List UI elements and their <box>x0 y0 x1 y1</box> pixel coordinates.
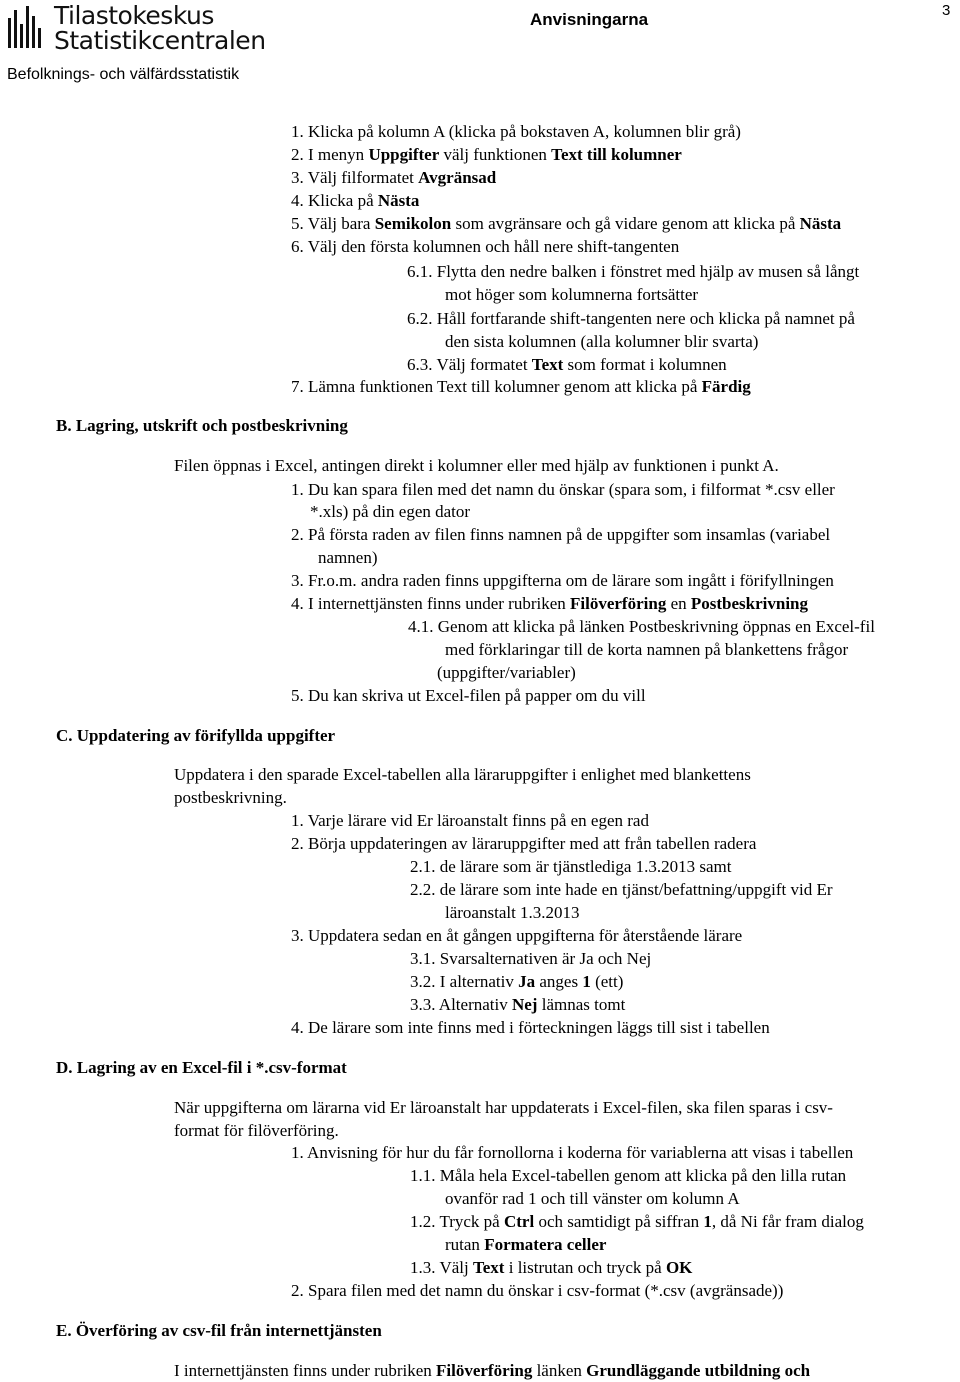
step-a2: 2. I menyn Uppgifter välj funktionen Text till kolumner <box>291 145 682 164</box>
step-a7: 7. Lämna funktionen Text till kolumner genom att klicka på Färdig <box>291 377 751 396</box>
step-a6-2: 6.2. Håll fortfarande shift-tangenten nere och klicka på namnet på <box>407 309 855 328</box>
section-d-heading: D. Lagring av en Excel-fil i *.csv-format <box>56 1058 347 1077</box>
step-c4: 4. De lärare som inte finns med i förteckningen läggs till sist i tabellen <box>291 1018 770 1037</box>
step-a3: 3. Välj filformatet Avgränsad <box>291 168 497 187</box>
step-c3-2: 3.2. I alternativ Ja anges 1 (ett) <box>410 972 624 991</box>
section-d-intro: När uppgifterna om lärarna vid Er läroanstalt har uppdaterats i Excel-filen, ska filen sparas i csv- <box>174 1098 833 1117</box>
brand-name-finnish: Tilastokeskus <box>54 1 214 30</box>
step-a6-1-cont: mot höger som kolumnerna fortsätter <box>445 285 699 304</box>
section-b-intro: Filen öppnas i Excel, antingen direkt i kolumner eller med hjälp av funktionen i punkt A. <box>174 456 779 475</box>
step-b2: 2. På första raden av filen finns namnen på de uppgifter som insamlas (variabel <box>291 525 831 544</box>
section-c-intro: Uppdatera i den sparade Excel-tabellen alla läraruppgifter i enlighet med blankettens <box>174 765 751 784</box>
step-c2: 2. Börja uppdateringen av läraruppgifter med att från tabellen radera <box>291 834 757 853</box>
bar-chart-logo-icon <box>6 4 46 54</box>
step-d1-3: 1.3. Välj Text i listrutan och tryck på OK <box>410 1258 693 1277</box>
step-d1-2: 1.2. Tryck på Ctrl och samtidigt på siffran 1, då Ni får fram dialog <box>410 1212 864 1231</box>
step-c1: 1. Varje lärare vid Er läroanstalt finns på en egen rad <box>291 811 649 830</box>
step-b4-1-cont2: (uppgifter/variabler) <box>437 663 576 682</box>
step-b2-cont: namnen) <box>318 548 378 567</box>
step-c2-1: 2.1. de lärare som är tjänstlediga 1.3.2013 samt <box>410 857 732 876</box>
step-d1-1: 1.1. Måla hela Excel-tabellen genom att klicka på den lilla rutan <box>410 1166 847 1185</box>
step-d1-1-cont: ovanför rad 1 och till vänster om kolumn A <box>445 1189 740 1208</box>
section-e-intro: I internettjänsten finns under rubriken Filöverföring länken Grundläggande utbildning och <box>174 1361 811 1380</box>
step-a1: 1. Klicka på kolumn A (klicka på bokstaven A, kolumnen blir grå) <box>291 122 741 141</box>
section-b-heading: B. Lagring, utskrift och postbeskrivning <box>56 416 348 435</box>
step-d2: 2. Spara filen med det namn du önskar i csv-format (*.csv (avgränsade)) <box>291 1281 784 1300</box>
brand-name-swedish: Statistikcentralen <box>54 26 266 55</box>
section-c-heading: C. Uppdatering av förifyllda uppgifter <box>56 726 336 745</box>
step-b4-1: 4.1. Genom att klicka på länken Postbeskrivning öppnas en Excel-fil <box>408 617 875 636</box>
department-label: Befolknings- och välfärdsstatistik <box>7 66 240 83</box>
step-b5: 5. Du kan skriva ut Excel-filen på papper om du vill <box>291 686 646 705</box>
step-b1-cont: *.xls) på din egen dator <box>310 502 471 521</box>
step-a6-3: 6.3. Välj formatet Text som format i kolumnen <box>407 355 727 374</box>
step-b1: 1. Du kan spara filen med det namn du önskar (spara som, i filformat *.csv eller <box>291 480 835 499</box>
step-a6-1: 6.1. Flytta den nedre balken i fönstret med hjälp av musen så långt <box>407 262 860 281</box>
step-c3: 3. Uppdatera sedan en åt gången uppgifterna för återstående lärare <box>291 926 743 945</box>
step-c3-3: 3.3. Alternativ Nej lämnas tomt <box>410 995 626 1014</box>
step-b4-1-cont: med förklaringar till de korta namnen på blankettens frågor <box>445 640 849 659</box>
page-header <box>0 0 960 95</box>
section-e-heading: E. Överföring av csv-fil från internettjänsten <box>56 1321 382 1340</box>
step-a5: 5. Välj bara Semikolon som avgränsare och gå vidare genom att klicka på Nästa <box>291 214 842 233</box>
section-d-intro-cont: format för filöverföring. <box>174 1121 339 1140</box>
step-c2-2: 2.2. de lärare som inte hade en tjänst/befattning/uppgift vid Er <box>410 880 833 899</box>
step-b3: 3. Fr.o.m. andra raden finns uppgifterna om de lärare som ingått i förifyllningen <box>291 571 834 590</box>
step-a6-2-cont: den sista kolumnen (alla kolumner blir svarta) <box>445 332 759 351</box>
step-a4: 4. Klicka på Nästa <box>291 191 420 210</box>
step-c2-2-cont: läroanstalt 1.3.2013 <box>445 903 580 922</box>
statistics-finland-logo <box>6 1 266 58</box>
step-a6: 6. Välj den första kolumnen och håll nere shift-tangenten <box>291 237 680 256</box>
section-c-intro-cont: postbeskrivning. <box>174 788 287 807</box>
page-number: 3 <box>942 2 951 19</box>
document-title: Anvisningarna <box>530 10 649 29</box>
step-d1: 1. Anvisning för hur du får fornollorna i koderna för variablerna att visas i tabellen <box>291 1143 854 1162</box>
step-b4: 4. I internettjänsten finns under rubriken Filöverföring en Postbeskrivning <box>291 594 809 613</box>
step-c3-1: 3.1. Svarsalternativen är Ja och Nej <box>410 949 652 968</box>
step-d1-2-cont: rutan Formatera celler <box>445 1235 607 1254</box>
